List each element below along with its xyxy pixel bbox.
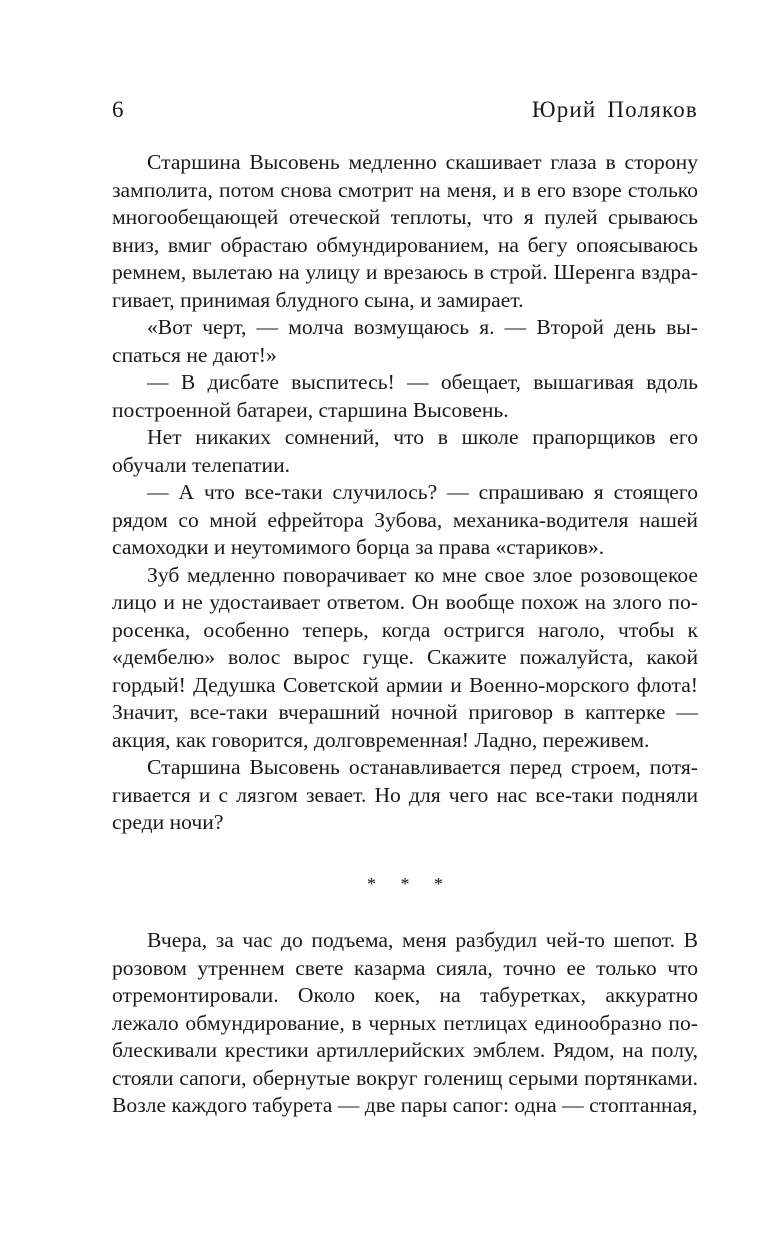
- paragraph: — В дисбате выспитесь! — обещает, вышагивая вдоль построенной батареи, старшина Высовень.: [112, 370, 698, 422]
- running-header: [112, 94, 698, 126]
- book-page: [112, 94, 698, 1117]
- paragraph: «Вот черт, — молча возмущаюсь я. — Второй день выспаться не дают!»: [112, 315, 698, 367]
- paragraph: Вчера, за час до подъема, меня разбудил чей-то шепот. В розовом утреннем свете казарма сияла, точно ее только что отремонтировали. Около коек, на табуретках, аккуратно лежало обмундирование, в черных петлицах единообразно поблескивали крестики артиллерийских эмблем. Рядом, на полу, стояли сапоги, обернутые вокруг голенищ серыми портянками. Возле каждого табурета — две пары сапог: одна — стоптанная,: [112, 928, 698, 1117]
- text-section-1: [112, 149, 698, 837]
- page-number: 6: [112, 97, 124, 122]
- text-section-2: [112, 927, 698, 1120]
- paragraph: Нет никаких сомнений, что в школе прапорщиков его обучали телепатии.: [112, 425, 698, 477]
- paragraph: Старшина Высовень медленно скашивает глаза в сторону замполита, потом снова смотрит на меня, и в его взоре столько многообещающей отеческой теплоты, что я пулей срываюсь вниз, вмиг обрастаю обмундированием, на бегу опоясываюсь ремнем, вылетаю на улицу и врезаюсь в строй. Шеренга вздрагивает, принимая блудного сына, и замирает.: [112, 150, 698, 312]
- author-name: Юрий Поляков: [531, 97, 698, 122]
- paragraph: Старшина Высовень останавливается перед строем, потягивается и с лязгом зевает. Но для чего нас все-таки подняли среди ночи?: [112, 755, 698, 834]
- paragraph: — А что все-таки случилось? — спрашиваю я стоящего рядом со мной ефрейтора Зубова, механика-водителя нашей самоходки и неутомимого борца за права «стариков».: [112, 480, 698, 559]
- section-separator: * * *: [367, 874, 453, 894]
- paragraph: Зуб медленно поворачивает ко мне свое злое розовощекое лицо и не удостаивает ответом. Он вообще похож на злого поросенка, особенно теперь, когда остригся наголо, чтобы к «дембелю» волос вырос гуще. Скажите пожалуйста, какой гордый! Дедушка Советской армии и Военно-морского флота! Значит, все-таки вчерашний ночной приговор в каптерке — акция, как говорится, долговременная! Ладно, переживем.: [112, 562, 698, 752]
